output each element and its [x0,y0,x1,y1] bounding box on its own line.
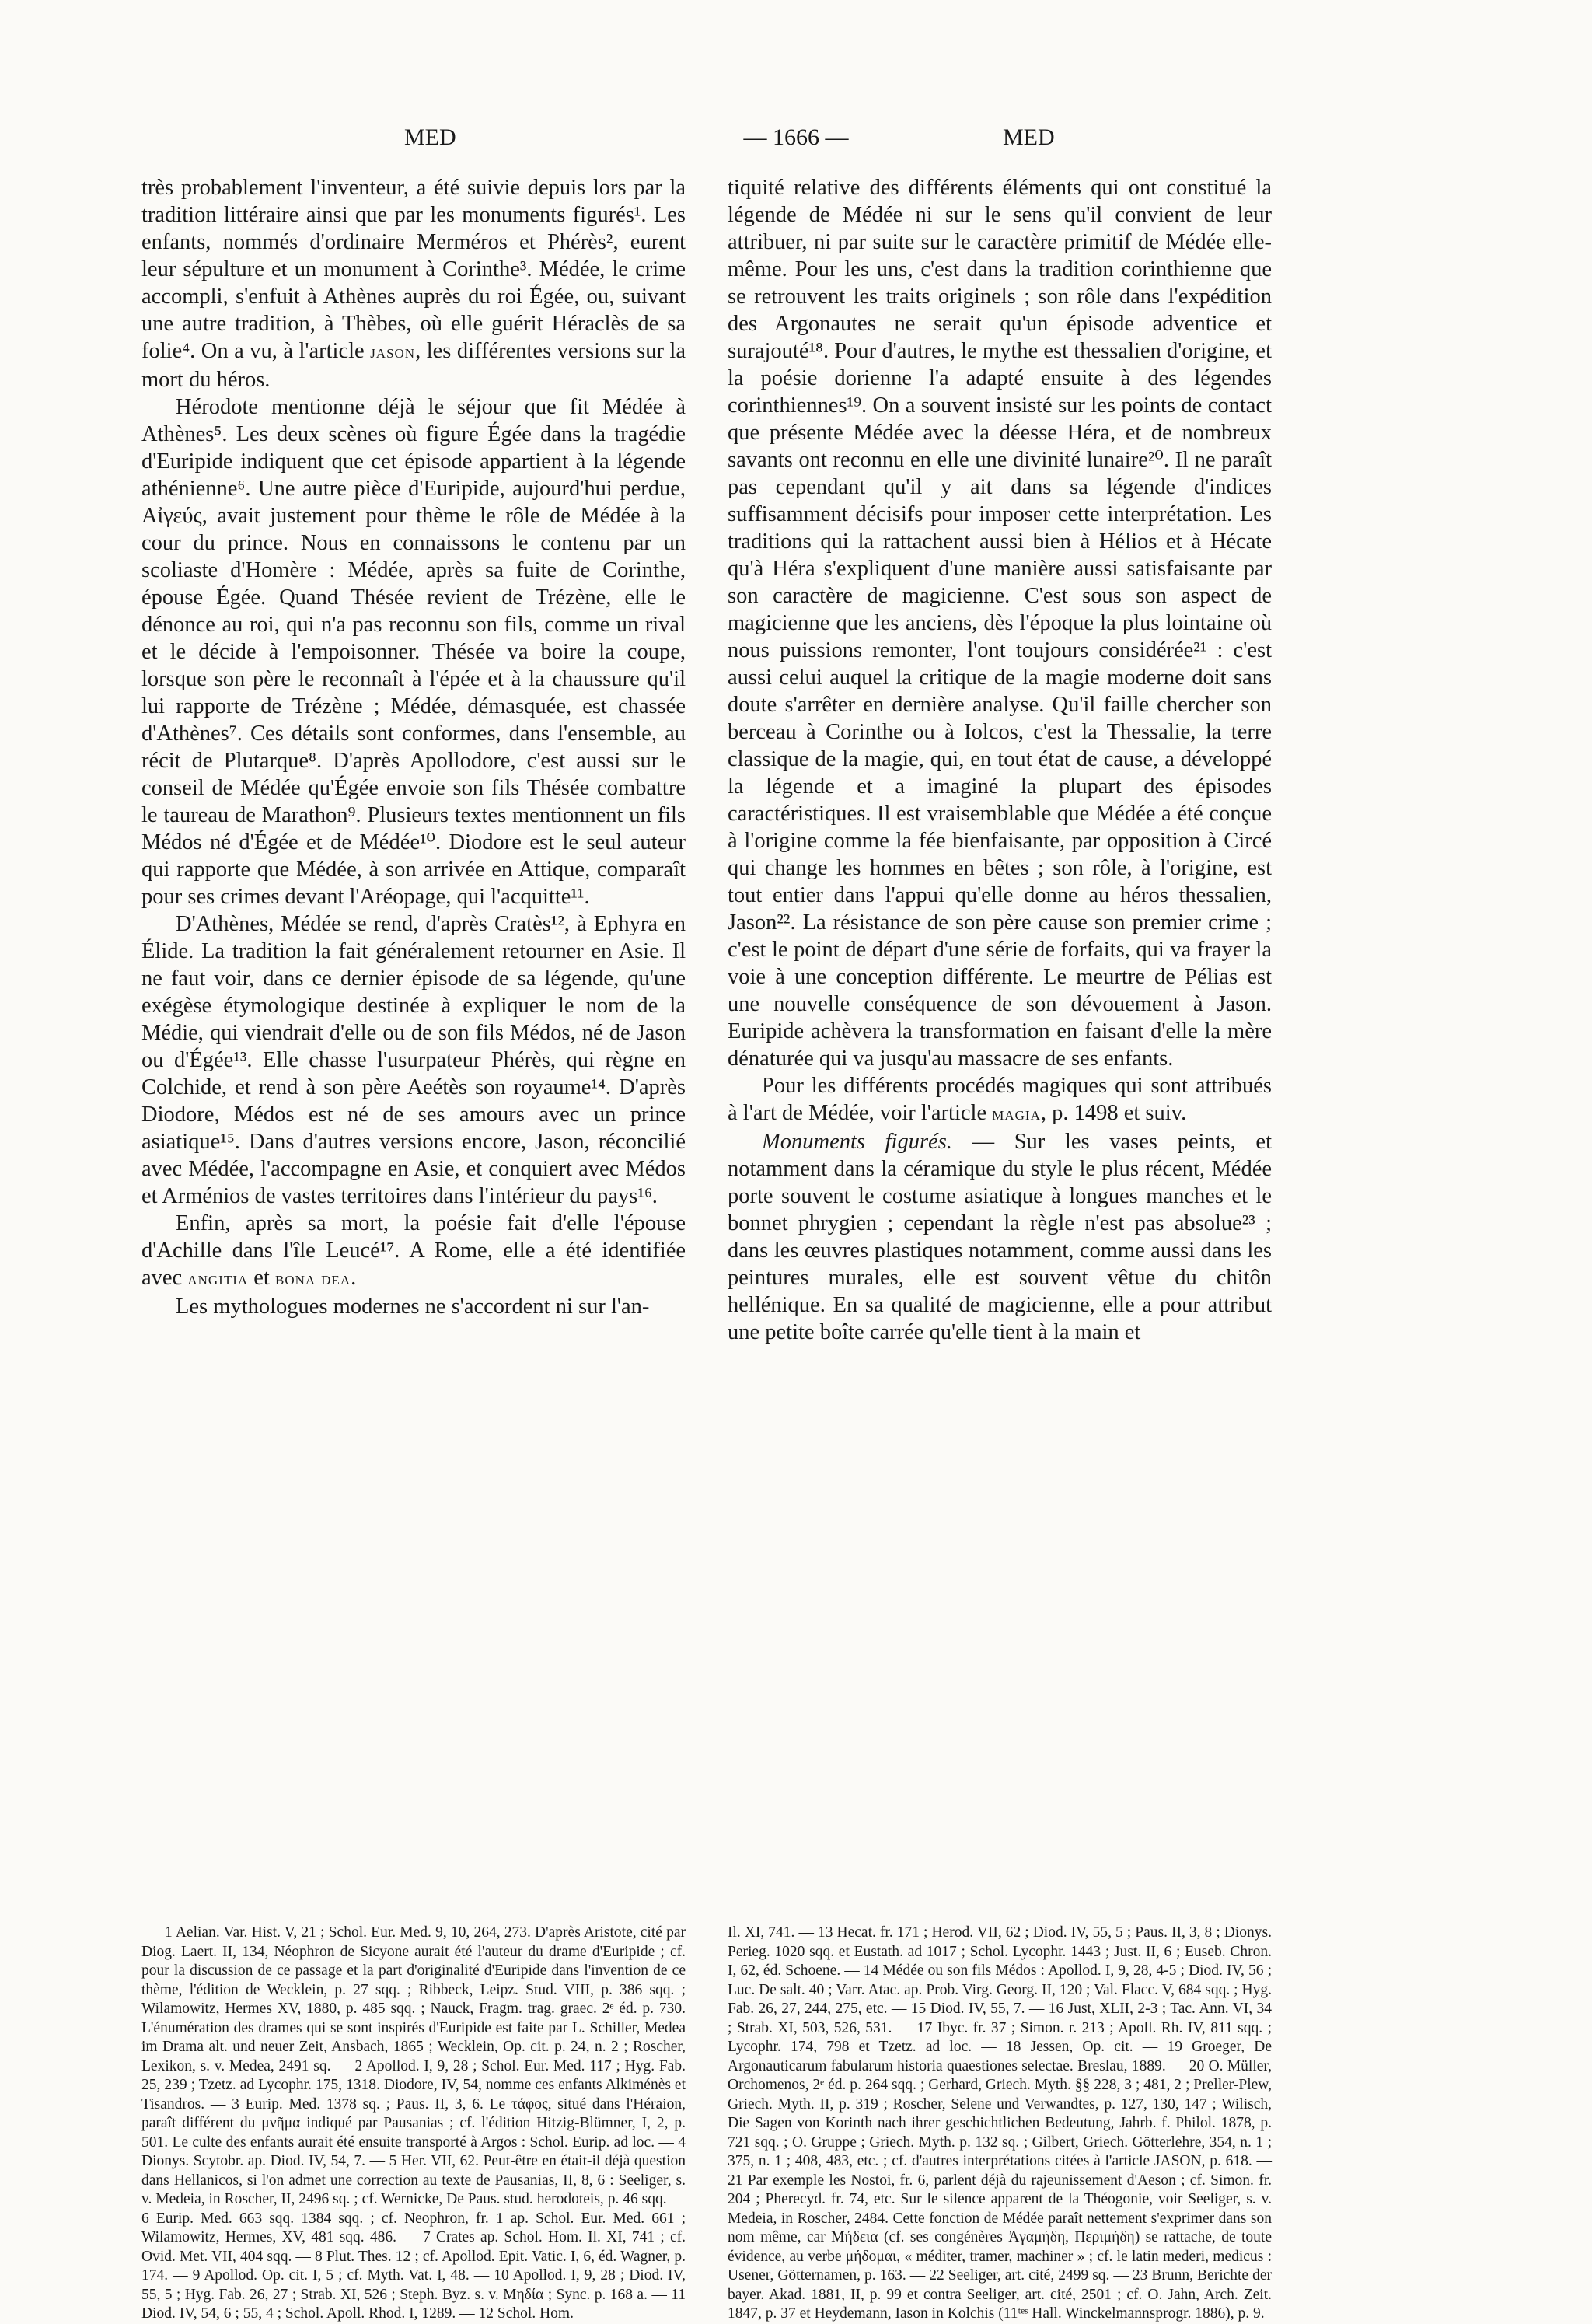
paragraph: D'Athènes, Médée se rend, d'après Cratès¹², à Ephyra en Élide. La tradition la fait généralement retourner en Asie. Il ne faut voir, dans ce dernier épisode de sa légende, qu'une exégèse étymologique destinée à expliquer le nom de la Médie, qui viendrait d'elle ou de son fils Médos, né de Jason ou d'Égée¹³. Elle chasse l'usurpateur Phérès, qui règne en Colchide, et rend à son père Aeétès son royaume¹⁴. D'après Diodore, Médos est né de ses amours avec un prince asiatique¹⁵. Dans d'autres versions encore, Jason, réconcilié avec Médée, l'accompagne en Asie, et conquiert avec Médos et Arménios de vastes territoires dans l'intérieur du pays¹⁶. [141,912,686,1208]
paragraph-text: , les différentes versions sur la mort du héros. [141,339,686,392]
footnote-text: 1 Aelian. Var. Hist. V, 21 ; Schol. Eur. Med. 9, 10, 264, 273. D'après Aristote, cité par Diog. Laert. II, 134, Néophron de Sicyone aurait été l'auteur du drame d'Euripide ; cf. pour la discussion de ce passage et la part d'originalité d'Euripide dans l'invention de ce thème, l'édition de Wecklein, p. 27 sqq. ; Ribbeck, Leipz. Stud. VIII, p. 386 sqq. ; Wilamowitz, Hermes XV, 1880, p. 485 sqq. ; Nauck, Fragm. trag. graec. 2ᵉ éd. p. 730. L'énumération des drames qui se sont inspirés d'Euripide est faite par L. Schiller, Medea im Drama alt. und neuer Zeit, Ansbach, 1865 ; Wecklein, Op. cit. p. 24, n. 2 ; Roscher, Lexikon, s. v. Medea, 2491 sq. — 2 Apollod. I, 9, 28 ; Schol. Eur. Med. 117 ; Hyg. Fab. 25, 239 ; Tzetz. ad Lycophr. 175, 1318. Diodore, IV, 54, nomme ces enfants Alkiménès et Tisandros. — 3 Eurip. Med. 1378 sq. ; Paus. II, 3, 6. Le τάφος, situé dans l'Héraion, paraît différent du μνῆμα indiqué par Pausanias ; cf. l'édition Hitzig-Blümner, I, 2, p. 501. Le culte des enfants aurait été ensuite transporté à Argos : Schol. Eurip. ad loc. — 4 Dionys. Scytobr. ap. Diod. IV, 54, 7. — 5 Her. VII, 62. Peut-être en était-il déjà question dans Hellanicos, si l'on admet une correction au texte de Pausanias, II, 8, 6 : Seeliger, s. v. Medeia, in Roscher, II, 2496 sq. ; cf. Wernicke, De Paus. stud. herodoteis, p. 46 sqq. — 6 Eurip. Med. 663 sqq. 1384 sqq. ; cf. Neophron, fr. 1 ap. Schol. Eur. Med. 661 ; Wilamowitz, Hermes, XV, 481 sqq. 486. — 7 Crates ap. Schol. Hom. Il. XI, 741 ; cf. Ovid. Met. VII, 404 sqq. — 8 Plut. Thes. 12 ; cf. Apollod. Epit. Vatic. I, 6, éd. Wagner, p. 174. — 9 Apollod. Op. cit. I, 5 ; cf. Myth. Vat. I, 48. — 10 Apollod. I, 9, 28 ; Diod. IV, 55, 5 ; Hyg. Fab. 26, 27 ; Strab. XI, 526 ; Steph. Byz. s. v. Μηδία ; Sync. p. 168 a. — 11 Diod. IV, 54, 6 ; 55, 4 ; Schol. Apoll. Rhod. I, 1289. — 12 Schol. Hom. [141,1924,686,2322]
paragraph [728,1072,1272,1128]
cross-reference: bona dea [274,1269,351,1289]
left-column [141,174,686,1320]
page-number: — 1666 — [743,124,849,150]
cross-reference: angitia [187,1269,249,1289]
paragraph-text: — Sur les vases peints, et notamment dans la céramique du style le plus récent, Médée porte souvent le costume asiatique à longues manches et le bonnet phrygien ; cependant la règle n'est pas absolue²³ ; dans les œuvres plastiques notamment, comme aussi dans les peintures murales, elle est souvent vêtue du chitôn hellénique. En sa qualité de magicienne, elle a pour attribut une petite boîte carrée qu'elle tient à la main et [728,1130,1272,1344]
paragraph-text: et [253,1266,270,1290]
paragraph-text: . [351,1266,357,1290]
right-column [728,174,1272,1346]
paragraph-text: Enfin, après sa mort, la poésie fait d'elle l'épouse d'Achille dans l'île Leucé¹⁷. A Rome, elle a été identifiée avec [141,1211,686,1290]
paragraph: tiquité relative des différents éléments qui ont constitué la légende de Médée ni sur le sens qu'il convient de leur attribuer, ni par suite sur le caractère primitif de Médée elle-même. Pour les uns, c'est dans la tradition corinthienne que se retrouvent les traits originels ; son rôle dans l'expédition des Argonautes ne serait qu'un épisode adventice et surajouté¹⁸. Pour d'autres, le mythe est thessalien d'origine, et la poésie dorienne l'a adapté ensuite à des légendes corinthiennes¹⁹. On a souvent insisté sur les points de contact que présente Médée avec la déesse Héra, et de nombreux savants ont reconnu en elle une divinité lunaire²⁰. Il ne paraît pas cependant qu'il y ait dans sa légende d'indices suffisamment décisifs pour imposer cette interprétation. Les traditions qui la rattachent aussi bien à Hélios et à Hécate qu'à Héra s'expliquent d'une manière aussi satisfaisante par son caractère de magicienne. C'est sous son aspect de magicienne que les anciens, dès l'époque la plus lointaine où nous puissions remonter, l'ont toujours considérée²¹ : c'est aussi celui auquel la critique de la magie moderne doit sans doute s'arrêter en dernière analyse. Qu'il faille chercher son berceau à Corinthe ou à Iolcos, c'est la Thessalie, la terre classique de la magie, qui, en tout état de cause, a développé la légende et a imaginé la plupart des épisodes caractéristiques. Il est vraisemblable que Médée a été conçue à l'origine comme la fée bienfaisante, par opposition à Circé qui change les hommes en bêtes ; son rôle, à l'origine, est tout entier dans l'appui qu'elle donne au héros thessalien, Jason²². La résistance de son père cause son premier crime ; c'est le point de départ d'une série de forfaits, qui va frayer la voie à une conception différente. Le meurtre de Pélias est une nouvelle conséquence de son dévouement à Jason. Euripide achèvera la transformation en faisant d'elle la mère dénaturée qui va jusqu'au massacre de ses enfants. [728,176,1272,1071]
cross-reference: magia [992,1104,1041,1124]
paragraph-text: Pour les différents procédés magiques qui sont attribués à l'art de Médée, voir l'article [728,1074,1272,1125]
paragraph: Hérodote mentionne déjà le séjour que fit Médée à Athènes⁵. Les deux scènes où figure Égée dans la tragédie d'Euripide indiquent que cet épisode appartient à la légende athénienne⁶. Une autre pièce d'Euripide, aujourd'hui perdue, Αἰγεύς, avait justement pour thème le rôle de Médée à la cour du prince. Nous en connaissons le contenu par un scoliaste d'Homère : Médée, après sa fuite de Corinthe, épouse Égée. Quand Thésée revient de Trézène, elle le dénonce au roi, qui n'a pas reconnu son fils, comme un rival et le décide à l'empoisonner. Thésée va boire la coupe, lorsque son père le reconnaît à l'épée et à la chaussure qu'il lui rapporte de Trézène ; Médée, démasquée, est chassée d'Athènes⁷. Ces détails sont conformes, dans l'ensemble, au récit de Plutarque⁸. D'après Apollodore, c'est aussi sur le conseil de Médée qu'Égée envoie son fils Thésée combattre le taureau de Marathon⁹. Plusieurs textes mentionnent un fils Médos né d'Égée et de Médée¹⁰. Diodore est le seul auteur qui rapporte que Médée, à son arrivée en Attique, comparaît pour ses crimes devant l'Aréopage, qui l'acquitte¹¹. [141,395,686,909]
running-head-right: MED [1003,124,1055,150]
paragraph [141,174,686,393]
paragraph [728,1128,1272,1346]
page-header [0,124,1592,163]
footnotes-left [141,1924,686,2324]
cross-reference: jason [370,342,416,362]
footnote-text: Il. XI, 741. — 13 Hecat. fr. 171 ; Herod. VII, 62 ; Diod. IV, 55, 5 ; Paus. II, 3, 8 ; Dionys. Perieg. 1020 sqq. et Eustath. ad 1017 ; Schol. Lycophr. 1443 ; Just. II, 6 ; Euseb. Chron. I, 62, éd. Schoene. — 14 Médée ou son fils Médos : Apollod. I, 9, 28, 4-5 ; Diod. IV, 56 ; Luc. De salt. 40 ; Varr. Atac. ap. Prob. Virg. Georg. II, 120 ; Val. Flacc. V, 684 sqq. ; Hyg. Fab. 26, 27, 244, 275, etc. — 15 Diod. IV, 55, 7. — 16 Just, XLII, 2-3 ; Tac. Ann. VI, 34 ; Strab. XI, 503, 526, 531. — 17 Ibyc. fr. 37 ; Simon. r. 213 ; Apoll. Rh. IV, 811 sqq. ; Lycophr. 174, 798 et Tzetz. ad loc. — 18 Jessen, Op. cit. — 19 Groeger, De Argonauticarum fabularum historia quaestiones selectae. Breslau, 1889. — 20 O. Müller, Orchomenos, 2ᵉ éd. p. 264 sqq. ; Gerhard, Griech. Myth. §§ 228, 3 ; 481, 2 ; Preller-Plew, Griech. Myth. II, p. 319 ; Roscher, Selene und Verwandtes, p. 127, 130, 147 ; Wilisch, Die Sagen von Korinth nach ihrer geschichtlichen Bedeutung, Jahrb. f. Philol. 1878, p. 721 sqq. ; O. Gruppe ; Griech. Myth. p. 132 sq. ; Gilbert, Griech. Götterlehre, 354, n. 1 ; 375, n. 1 ; 408, 483, etc. ; cf. d'autres interprétations citées à l'article JASON, p. 618. — 21 Par exemple les Nostoi, fr. 6, parlent déjà du rajeunissement d'Aeson ; cf. Simon. fr. 204 ; Pherecyd. fr. 74, etc. Sur le silence apparent de la Théogonie, voir Seeliger, s. v. Medeia, in Roscher, 2484. Cette fonction de Médée paraît nettement s'exprimer dans son nom même, car Μήδεια (cf. ses congénères Ἀγαμήδη, Περιμήδη) se rattache, de toute évidence, au verbe μήδομαι, « méditer, tramer, machiner » ; cf. le latin mederi, medicus : Usener, Götternamen, p. 163. — 22 Seeliger, art. cité, 2499 sq. — 23 Brunn, Berichte der bayer. Akad. 1881, II, p. 99 et contra Seeliger, art. cité, 2501 ; cf. O. Jahn, Arch. Zeit. 1847, p. 37 et Heydemann, Iason in Kolchis (11ᵗᵉˢ Hall. Winckelmannsprogr. 1886), p. 9. [728,1924,1272,2322]
section-heading: Monuments figurés. [762,1130,952,1154]
paragraph-text: très probablement l'inventeur, a été suivie depuis lors par la tradition littéraire ainsi que par les monuments figurés¹. Les enfants, nommés d'ordinaire Merméros et Phérès², eurent leur sépulture et un monument à Corinthe³. Médée, le crime accompli, s'enfuit à Athènes auprès du roi Égée, ou, suivant une autre tradition, à Thèbes, où elle guérit Héraclès de sa folie⁴. On a vu, à l'article [141,176,686,363]
footnotes-right [728,1924,1272,2324]
paragraph [141,1210,686,1293]
paragraph-text: , p. 1498 et suiv. [1040,1101,1187,1125]
paragraph: Les mythologues modernes ne s'accordent ni sur l'an- [176,1295,650,1319]
running-head-left: MED [404,124,456,150]
